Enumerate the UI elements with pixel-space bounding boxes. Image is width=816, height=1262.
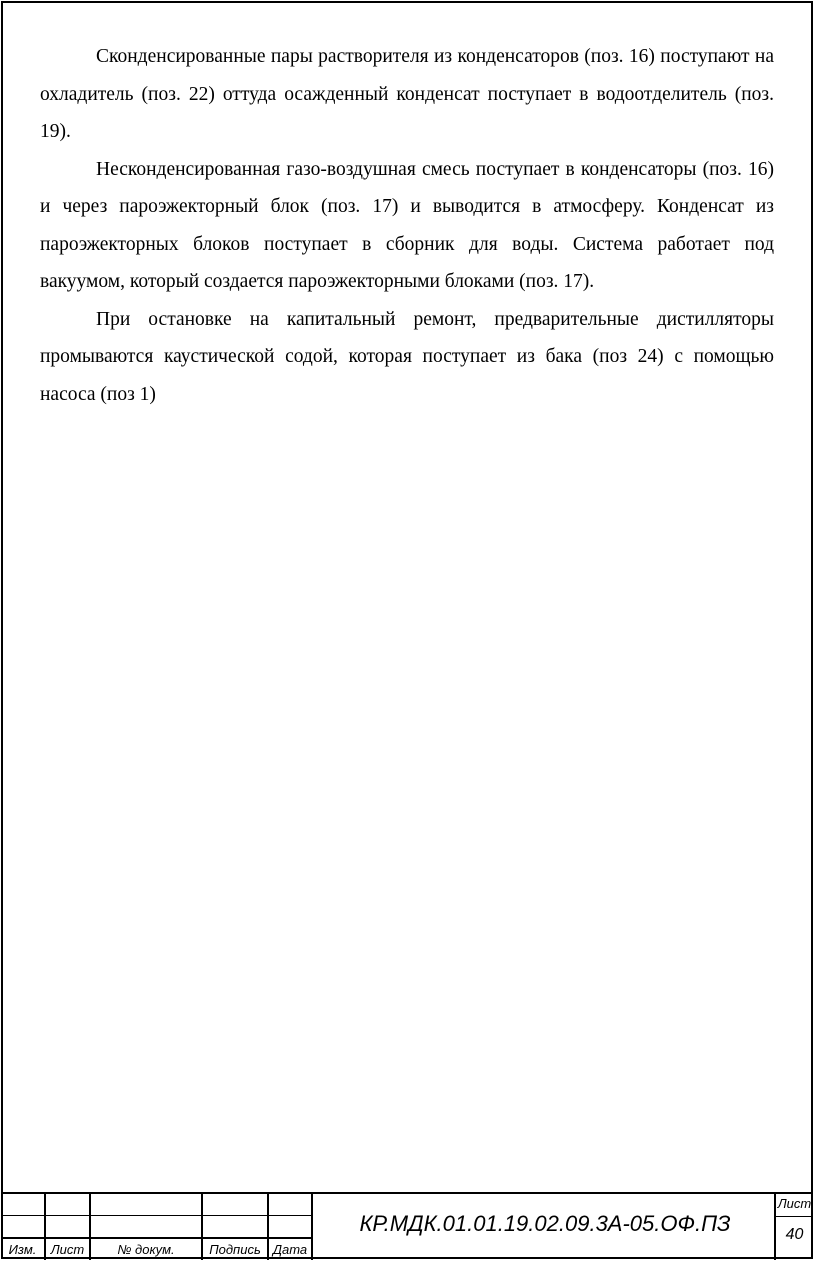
stamp-row-line (1, 1215, 311, 1216)
paragraph-1: Сконденсированные пары растворителя из конденсаторов (поз. 16) поступают на охладитель (поз. 22) оттуда осажденный конденсат поступает в водоотделитель (поз. 19). (40, 46, 774, 142)
col-izm-label: Изм. (8, 1242, 37, 1257)
sheet-cell-line (774, 1216, 811, 1217)
col-doc-label: № докум. (117, 1242, 175, 1257)
document-body (40, 38, 774, 413)
sheet-label: Лист (777, 1196, 812, 1211)
paragraph-3: При остановке на капитальный ремонт, предварительные дистилляторы промываются каустической содой, которая поступает из бака (поз 24) с помощью насоса (поз 1) (40, 308, 774, 405)
title-block (1, 1192, 813, 1260)
document-code: КР.МДК.01.01.19.02.09.3А-05.ОФ.ПЗ (359, 1211, 731, 1236)
stamp-divider (311, 1194, 313, 1260)
stamp-row-line (1, 1237, 311, 1239)
col-date-label: Дата (272, 1242, 308, 1257)
sheet-number: 40 (785, 1226, 804, 1243)
col-sign-label: Подпись (209, 1242, 261, 1257)
col-list-label: Лист (50, 1242, 85, 1257)
paragraph-2: Несконденсированная газо-воздушная смесь поступает в конденсаторы (поз. 16) и через пароэжекторный блок (поз. 17) и выводится в атмосферу. Конденсат из пароэжекторных блоков поступает в сборник для воды. Система работает под вакуумом, который создается пароэжекторными блоками (поз. 17). (40, 158, 774, 292)
